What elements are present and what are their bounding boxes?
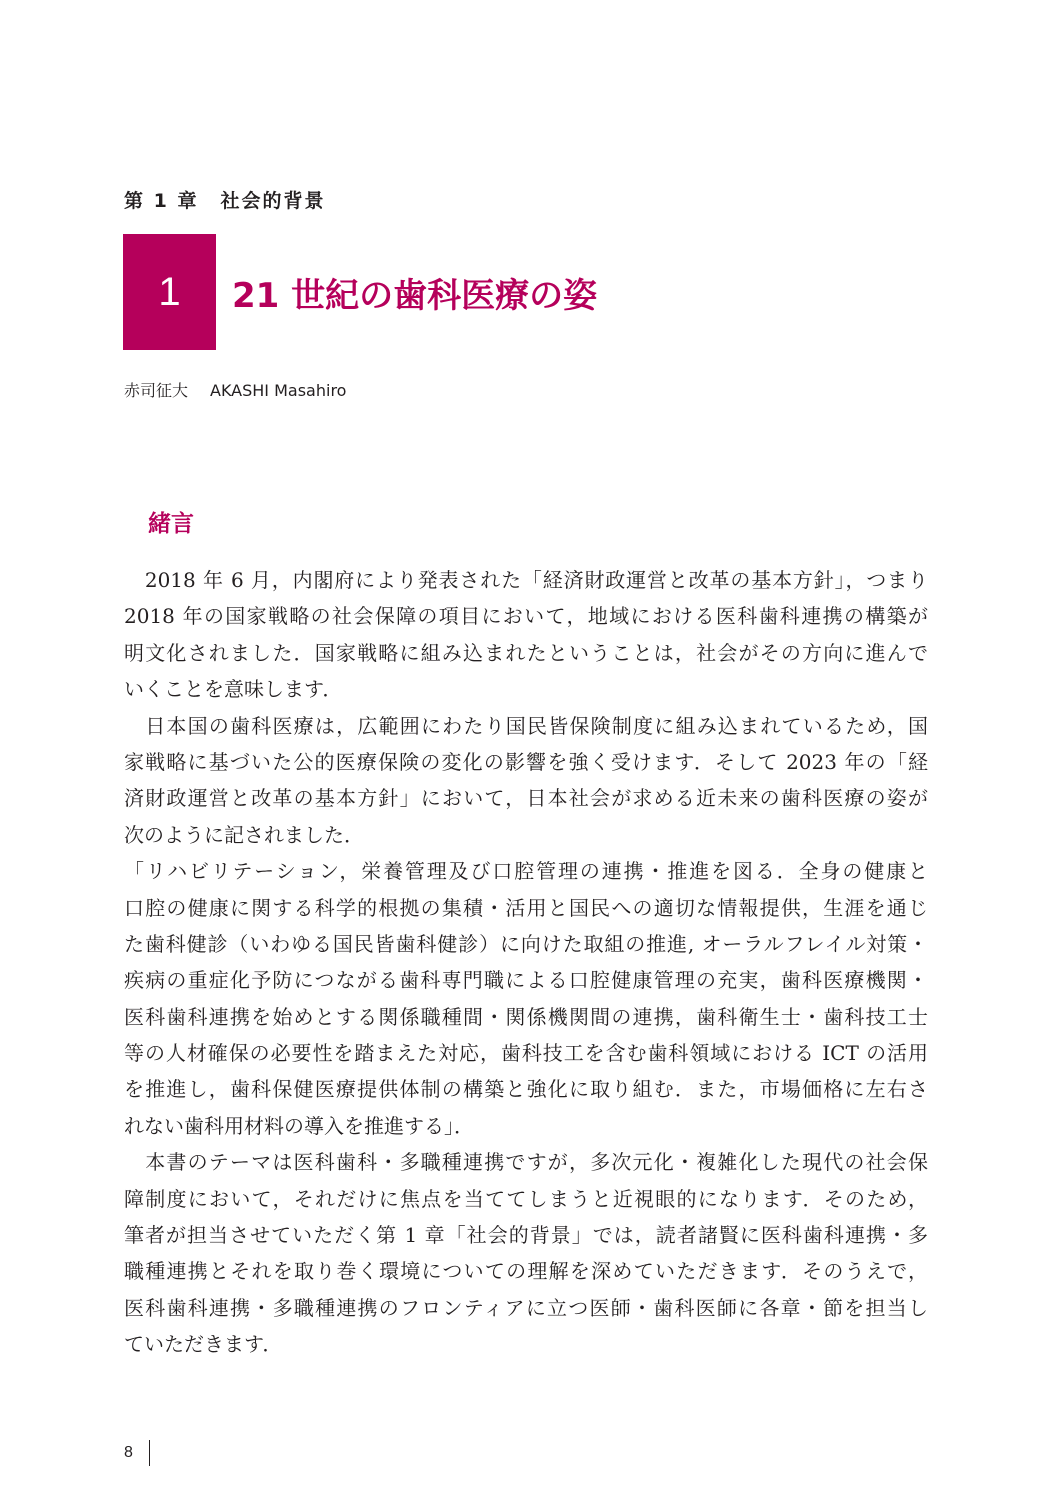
body-line: 口腔の健康に関する科学的根拠の集積・活用と国民への適切な情報提供，生涯を通じ [124,895,928,920]
body-line: 本書のテーマは医科歯科・多職種連携ですが，多次元化・複雑化した現代の社会保 [124,1150,928,1175]
section-title: 21 世紀の歯科医療の姿 [232,276,598,316]
body-line: 医科歯科連携・多職種連携のフロンティアに立つ医師・歯科医師に各章・節を担当し [124,1295,928,1320]
section-number-box [123,234,216,350]
introduction-heading: 緒言 [148,511,194,537]
body-line: 職種連携とそれを取り巻く環境についての理解を深めていただきます．そのうえで， [124,1259,928,1284]
chapter-number: 第 1 章 [124,190,199,212]
body-text [124,562,928,1363]
body-line: 筆者が担当させていただく第 1 章「社会的背景」では，読者諸賢に医科歯科連携・多 [124,1223,928,1248]
body-line: れない歯科用材料の導入を推進する」． [124,1113,474,1138]
page-number: 8 [124,1444,133,1461]
body-line: 次のように記されました． [124,822,364,847]
body-line: 疾病の重症化予防につながる歯科専門職による口腔健康管理の充実，歯科医療機関・ [124,968,928,993]
author-name-ja: 赤司征大 [124,381,189,400]
body-line: 明文化されました．国家戦略に組み込まれたということは，社会がその方向に進んで [124,640,928,665]
section-number: 1 [158,269,181,314]
page-footer [124,1440,150,1466]
body-line: いくことを意味します． [124,677,343,702]
chapter-title: 社会的背景 [220,190,326,212]
body-line: 2018 年の国家戦略の社会保障の項目において，地域における医科歯科連携の構築が [124,604,928,629]
author-name-en: AKASHI Masahiro [210,381,347,400]
body-line: た歯科健診（いわゆる国民皆歯科健診）に向けた取組の推進, オーラルフレイル対策・ [124,931,928,956]
body-line: 等の人材確保の必要性を踏まえた対応，歯科技工を含む歯科領域における ICT の活用 [124,1041,928,1066]
author-line [124,378,346,401]
body-line: 「リハビリテーション，栄養管理及び口腔管理の連携・推進を図る．全身の健康と [124,859,928,884]
body-line: 家戦略に基づいた公的医療保険の変化の影響を強く受けます．そして 2023 年の「経 [124,749,928,774]
body-line: 障制度において，それだけに焦点を当ててしまうと近視眼的になります．そのため， [124,1186,928,1211]
body-line: 2018 年 6 月，内閣府により発表された「経済財政運営と改革の基本方針」，つまり [124,568,928,592]
body-line: を推進し，歯科保健医療提供体制の構築と強化に取り組む．また，市場価格に左右さ [124,1077,928,1102]
body-line: 医科歯科連携を始めとする関係職種間・関係機関間の連携，歯科衛生士・歯科技工士 [124,1004,928,1029]
body-line: 日本国の歯科医療は，広範囲にわたり国民皆保険制度に組み込まれているため，国 [124,713,928,738]
footer-rule [149,1440,150,1466]
chapter-header [124,186,325,213]
body-line: ていただきます． [124,1332,283,1357]
body-line: 済財政運営と改革の基本方針」において，日本社会が求める近未来の歯科医療の姿が [124,786,928,811]
